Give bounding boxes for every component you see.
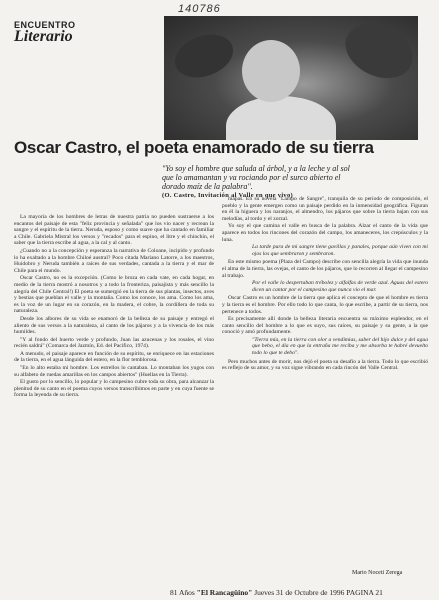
epigraph-source: (O. Castro, Invitación al Valle en que vivo) (162, 192, 293, 199)
author-signature: Mario Noceti Zerega (352, 570, 403, 576)
paragraph: La mayoría de los hombres de letras de nuestra patria no pueden sustraerse a los encantos del paisaje de esta "feliz provincia y señalada" que los vio nacer y recrean la sangre y el espíritu de la tierra. Neruda, esposo y como suave que ha cantado en familiar a Chile. Gabriela Mistral los versos y "recados" para el espino, el litre y el chinchín, el saber que la tierra escribe al agua, a la cal y al canto. (14, 214, 214, 247)
footer-newspaper: "El Rancagüino" (196, 588, 253, 597)
verse: "Tierra mía, en la tierra con olor a vendimias, saber del hijo dulce y del agua que bebo, el día en que la entraña me reciba y me absorba te habré devuelto todo lo que te debo". (252, 336, 428, 357)
section-title-top: ENCUENTRO (14, 20, 76, 30)
section-title-bottom: Literario (14, 28, 73, 45)
footer-years: 81 Años (170, 588, 195, 597)
paragraph: Desde los albores de su vida se enamoró de la belleza de su paisaje y entregó el aliento de sus versos a la naturaleza, al canto de los pájaros y a la vivencia de los más humildes. (14, 315, 214, 336)
article-column-1 (14, 214, 214, 586)
article-column-2 (222, 196, 428, 586)
paragraph: "En lo alto estaba mi hombre. Los estrellos lo cantaban. Lo montaban los yugos con su alfabeto de ruedas amarillas en los campos abiertos" (Huellas en la Tierra). (14, 365, 214, 378)
paragraph: Pero muchos antes de morir, nos dejó el poeta su desafío a la tierra. Todo lo que escribió es reflejo de su amor, y su voz sigue vibrando en cada rincón del Valle Central. (222, 358, 428, 372)
paragraph: El gusto por lo sencillo, lo popular y lo campesino cubre toda su obra, para alcanzar la plenitud de su canto en el poema cuyos versos transcribimos en parte y en cuya fuente se forma la leyenda de su tierra. (14, 379, 214, 399)
handwritten-reference: 140786 (178, 3, 221, 15)
article-headline: Oscar Castro, el poeta enamorado de su tierra (14, 138, 374, 157)
page-footer (170, 588, 383, 597)
paragraph: mapas. En su novela "Lampo de Sangre", tranquila de su período de composición, el pueblo y la gente emergen como un paisaje perdido en la inmensidad geográfica. Figuran en él la higuera y los naranjos, el almendro, los pájaros que sobre la tierra bajan con sus melodías, al tordo y el zorzal. (222, 196, 428, 222)
verse: Por el valle lo despertaban trébolez y alfalfas de verde azul. Aguas del estero dicen un cantar por el campesino que nunca vio el mar. (252, 280, 428, 293)
paragraph: En este mismo poema (Plaza del Campo) describe con sencilla alegría la vida que inunda el alma de la tierra, las ovejas, el canto de los pájaros, que lo recorren al llegar el campesino al trabajo. (222, 259, 428, 279)
poet-photo (164, 16, 418, 140)
paragraph: A menudo, el paisaje aparece en función de su espíritu, se enriquece en las estaciones de la tierra, en el agua lánguida del estero, en la flor temblorosa. (14, 350, 214, 364)
footer-page: PAGINA 21 (346, 588, 383, 597)
paragraph: ¿Cuando no a la concepción y esperanza la narrativa de Coloane, incipido y profundo lo ha exaltado a la hombre Chiloé austral? Poco citada Mariano Latorre, a los maestros, Huidobro y Neruda también a raíces de sus verdades, cantada a la tierra y el mar de Chile para el mundo. (14, 247, 214, 274)
verse: La tarde pura de mi sangre tiene gavillas y panales, porque aún viven con mi ojos los que sembraron y sembraron. (252, 244, 428, 257)
paragraph: "Y al fondo del huerto verde y profundo, Juan las azucenas y los rosales, el vino recién saldrá" (Comarca del Jazmín, Ed. del Pacífico, 1974). (14, 336, 214, 350)
epigraph (162, 164, 362, 200)
paragraph: Yo soy el que camina el valle en busca de la palabra. Alzar el canto de la vida que aparece en todos los rincones del corazón del campo, los amaneceres, los crepúsculos y la luna. (222, 223, 428, 243)
paragraph: Oscar Castro es un hombre de la tierra que aplica el concepto de que el hombre es tierra y la tierra es el hombre. Por ello todo lo que canta, lo que escribe, a partir de su tierra, nos pertenece a todos. (222, 295, 428, 315)
footer-date: Jueves 31 de Octubre de 1996 (254, 588, 345, 597)
epigraph-text: "Yo soy el hombre que saluda al árbol, y a la leche y al sol que lo amamantan y va rociando por el surco abierto el dorado maíz de la palabra". (162, 164, 350, 191)
paragraph: Es precisamente allí donde la belleza literaria encuentra su máximo esplendor, en el canto sencillo del hombre a lo que es suyo, sus raíces, su paisaje y su gente, a la que conoció y amó profundamente. (222, 316, 428, 336)
paragraph: Oscar Castro, no es la excepción. (Como le broza en cada vate, en cada hogar, en medio de la tierra mostró a nosotros y a todo la fronteriza, paisajista y más sencillo la alegría del Chile Central!) El poeta se sumergió en la tierra de sus plantas, insectos, aves y bestias que pueblan el valle y la montaña. Como los conoce, los ama. Como los ama, es la voz de un lugar en su corazón, en la madera, el cobre, la cordillera de toda su naturaleza. (14, 275, 214, 315)
section-header (14, 20, 76, 46)
